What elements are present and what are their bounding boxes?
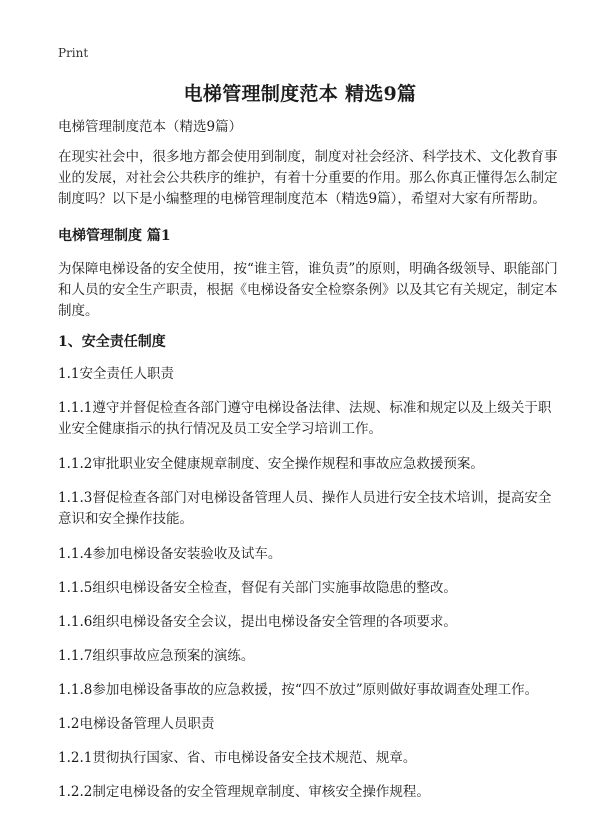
document-subtitle: 电梯管理制度范本（精选9篇） bbox=[58, 119, 243, 135]
list-item: 1.1.8参加电梯设备事故的应急救援，按“四不放过”原则做好事故调查处理工作。 bbox=[58, 682, 539, 698]
list-item: 1.1安全责任人职责 bbox=[58, 366, 174, 382]
subsection-heading: 1、安全责任制度 bbox=[58, 334, 166, 350]
list-item: 1.1.6组织电梯设备安全会议，提出电梯设备安全管理的各项要求。 bbox=[58, 614, 457, 630]
list-item: 1.2.1贯彻执行国家、省、市电梯设备安全技术规范、规章。 bbox=[58, 750, 417, 766]
print-label: Print bbox=[58, 46, 89, 60]
list-item: 1.1.4参加电梯设备安装验收及试车。 bbox=[58, 546, 282, 562]
list-item: 1.2.2制定电梯设备的安全管理规章制度、审核安全操作规程。 bbox=[58, 784, 430, 800]
list-item: 1.1.1遵守并督促检查各部门遵守电梯设备法律、法规、标准和规定以及上级关于职业安全健康指示的执行情况及员工安全学习培训工作。 bbox=[58, 400, 552, 437]
intro-paragraph: 在现实社会中，很多地方都会使用到制度，制度对社会经济、科学技术、文化教育事业的发展，对社会公共秩序的维护，有着十分重要的作用。那么你真正懂得怎么制定制度吗？以下是小编整理的电梯管理制度范本（精选9篇），希望对大家有所帮助。 bbox=[58, 149, 558, 207]
list-item: 1.1.3督促检查各部门对电梯设备管理人员、操作人员进行安全技术培训，提高安全意识和安全操作技能。 bbox=[58, 490, 552, 527]
section-paragraph: 为保障电梯设备的安全使用，按“谁主管，谁负责”的原则，明确各级领导、职能部门和人员的安全生产职责，根据《电梯设备安全检察条例》以及其它有关规定，制定本制度。 bbox=[58, 261, 558, 319]
list-item: 1.2电梯设备管理人员职责 bbox=[58, 716, 215, 732]
list-item: 1.1.7组织事故应急预案的演练。 bbox=[58, 648, 255, 664]
list-item: 1.1.5组织电梯设备安全检查，督促有关部门实施事故隐患的整改。 bbox=[58, 580, 457, 596]
section-heading: 电梯管理制度 篇1 bbox=[58, 228, 171, 244]
page-title: 电梯管理制度范本 精选9篇 bbox=[183, 83, 417, 105]
document-body bbox=[58, 117, 558, 816]
list-item: 1.1.2审批职业安全健康规章制度、安全操作规程和事故应急救援预案。 bbox=[58, 456, 484, 472]
